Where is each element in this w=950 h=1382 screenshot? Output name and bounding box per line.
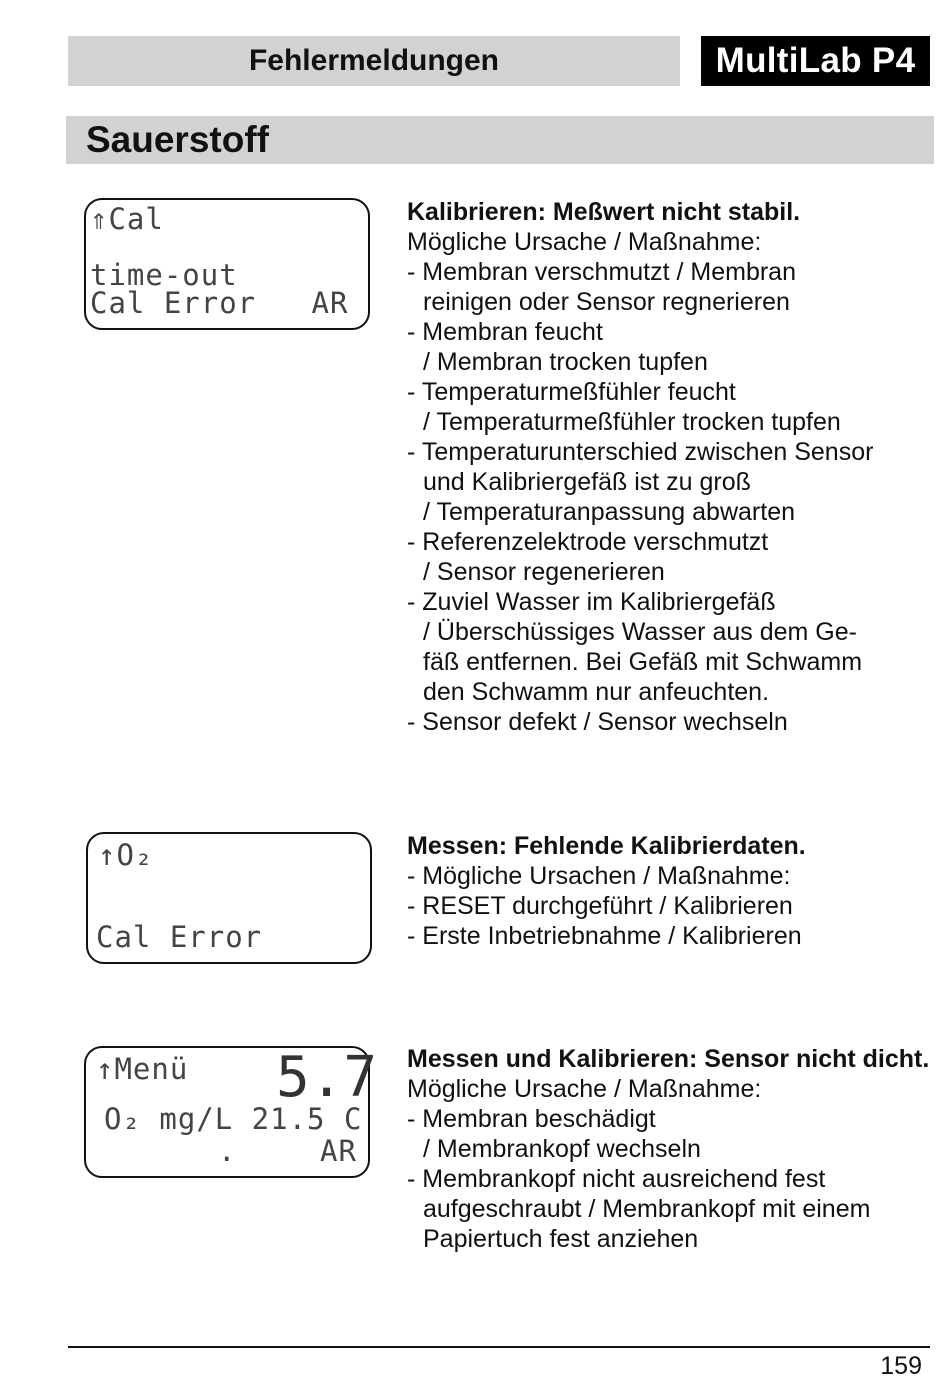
lcd-line-1: ⇑Cal bbox=[90, 202, 164, 236]
page-number: 159 bbox=[880, 1352, 922, 1380]
error-title: Messen: Fehlende Kalibrierdaten. bbox=[407, 832, 806, 860]
error-title: Messen und Kalibrieren: Sensor nicht dicht. bbox=[407, 1045, 930, 1073]
section-title: Sauerstoff bbox=[86, 119, 269, 160]
lcd-display-cal-error bbox=[86, 832, 372, 964]
text-line: den Schwamm nur anfeuchten. bbox=[423, 678, 770, 706]
text-line: - Temperaturunterschied zwischen Sensor bbox=[407, 438, 874, 466]
text-line: - Mögliche Ursachen / Maßnahme: bbox=[407, 862, 791, 890]
error-description-1 bbox=[407, 197, 932, 737]
footer-divider bbox=[68, 1346, 930, 1348]
lcd-line-1: ↑Menü bbox=[96, 1052, 189, 1086]
text-line: - Membran verschmutzt / Membran bbox=[407, 258, 796, 286]
lcd-line-3: Cal Error bbox=[96, 920, 263, 954]
lcd-line-3: Cal Error AR bbox=[90, 286, 349, 320]
text-line: Mögliche Ursache / Maßnahme: bbox=[407, 228, 762, 256]
text-line: / Temperaturanpassung abwarten bbox=[423, 498, 795, 526]
lcd-dot: . bbox=[218, 1134, 237, 1168]
chapter-title: Fehlermeldungen bbox=[248, 44, 500, 77]
text-line: Mögliche Ursache / Maßnahme: bbox=[407, 1075, 762, 1103]
lcd-line-1: ↑O₂ bbox=[98, 838, 154, 872]
text-line: - Referenzelektrode verschmutzt bbox=[407, 528, 769, 556]
lcd-line-2: O₂ mg/L 21.5 C bbox=[104, 1102, 363, 1136]
text-line: / Membrankopf wechseln bbox=[423, 1135, 701, 1163]
text-line: reinigen oder Sensor regnerieren bbox=[423, 288, 790, 316]
lcd-line-2: time-out bbox=[90, 258, 238, 292]
text-line: / Sensor regenerieren bbox=[423, 558, 665, 586]
error-description-3 bbox=[407, 1044, 932, 1254]
text-line: - Erste Inbetriebnahme / Kalibrieren bbox=[407, 922, 802, 950]
error-title: Kalibrieren: Meßwert nicht stabil. bbox=[407, 198, 801, 226]
lcd-measured-value: 5.7 bbox=[276, 1045, 378, 1110]
error-description-2 bbox=[407, 831, 932, 951]
text-line: aufgeschraubt / Membrankopf mit einem bbox=[423, 1195, 871, 1223]
brand-text: MultiLab P4 bbox=[715, 41, 916, 80]
text-line: - Membran feucht bbox=[407, 318, 603, 346]
text-line: - Temperaturmeßfühler feucht bbox=[407, 378, 736, 406]
text-line: / Membran trocken tupfen bbox=[423, 348, 708, 376]
text-line: - Zuviel Wasser im Kalibriergefäß bbox=[407, 588, 776, 616]
text-line: - Membrankopf nicht ausreichend fest bbox=[407, 1165, 826, 1193]
text-line: / Temperaturmeßfühler trocken tupfen bbox=[423, 408, 841, 436]
lcd-display-cal-timeout bbox=[84, 198, 370, 330]
text-line: / Überschüssiges Wasser aus dem Ge- bbox=[423, 618, 857, 646]
text-line: - Sensor defekt / Sensor wechseln bbox=[407, 708, 788, 736]
chapter-header bbox=[68, 36, 680, 86]
brand-label bbox=[701, 36, 930, 86]
text-line: - RESET durchgeführt / Kalibrieren bbox=[407, 892, 793, 920]
text-line: fäß entfernen. Bei Gefäß mit Schwamm bbox=[423, 648, 863, 676]
text-line: Papiertuch fest anziehen bbox=[423, 1225, 699, 1253]
section-header bbox=[66, 116, 934, 164]
lcd-ar-indicator: AR bbox=[320, 1134, 357, 1168]
lcd-display-measure bbox=[84, 1045, 378, 1178]
text-line: und Kalibriergefäß ist zu groß bbox=[423, 468, 751, 496]
text-line: - Membran beschädigt bbox=[407, 1105, 656, 1133]
